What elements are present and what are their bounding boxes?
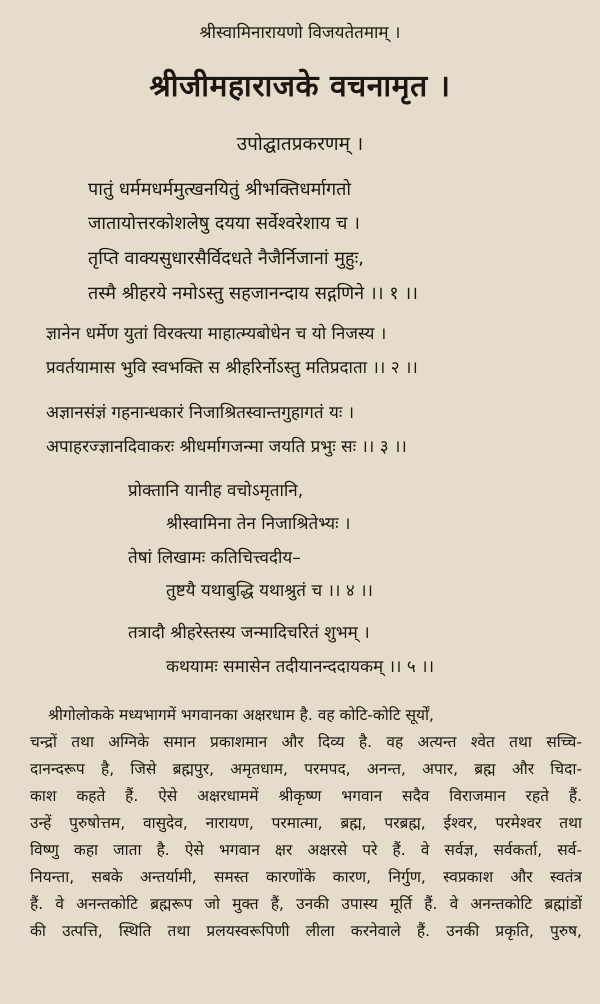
page-title: श्रीजीमहाराजके वचनामृत ।: [149, 69, 451, 104]
verse-line: तस्मै श्रीहरये नमोऽस्तु सहजानन्दाय सद्गणिने ।। १ ।।: [88, 283, 418, 304]
verse-line: श्रीस्वामिना तेन निजाश्रितेभ्यः ।: [166, 514, 351, 534]
verse-line: पातुं धर्ममधर्ममुत्खनयितुं श्रीभक्तिधर्मागतो: [88, 179, 352, 200]
paragraph-line: श्रीगोलोकके मध्यभागमें भगवानका अक्षरधाम है. वह कोटि-कोटि सूर्यों,: [48, 706, 434, 724]
paragraph-line: उन्हें पुरुषोत्तम, वासुदेव, नारायण, परमात्मा, ब्रह्म, परब्रह्म, ईश्वर, परमेश्वर तथा: [30, 814, 582, 832]
paragraph-line: की उत्पत्ति, स्थिति तथा प्रलयस्वरूपिणी लीला करनेवाले हैं. उनकी प्रकृति, पुरुष,: [30, 922, 582, 940]
verse-line: तुष्टयै यथाबुद्धि यथाश्रुतं च ।। ४ ।।: [166, 581, 373, 601]
verse-line: ज्ञानेन धर्मेण युतां विरक्त्या माहात्म्यबोधेन च यो निजस्य ।: [46, 324, 387, 344]
paragraph-line: दानन्दरूप है, जिसे ब्रह्मपुर, अमृतधाम, परमपद, अनन्त, अपार, ब्रह्म और चिदा-: [30, 760, 582, 778]
verse-line: जातायोत्तरकोशलेषु दयया सर्वेश्वरेशाय च ।: [88, 213, 360, 234]
verse-line: अपाहरज्ज्ञानदिवाकरः श्रीधर्मागजन्मा जयति प्रभुः सः ।। ३ ।।: [46, 437, 407, 457]
paragraph-line: हैं. वे अनन्तकोटि ब्रह्मरूप जो मुक्त हैं, उनकी उपास्य मूर्ति हैं. वे अनन्तकोटि ब्रह्मांडों: [30, 895, 582, 913]
verse-line: तृप्ति वाक्यसुधारसैर्विदधते नैजैर्निजानां मुहुः,: [88, 248, 364, 269]
verse-line: अज्ञानसंज्ञं गहनान्धकारं निजाश्रितस्वान्तगुहागतं यः ।: [46, 403, 355, 423]
page-header: श्रीस्वामिनारायणो विजयतेतमाम् ।: [199, 23, 401, 43]
section-heading: उपोद्घातप्रकरणम् ।: [236, 133, 364, 155]
verse-line: तत्रादौ श्रीहरेस्तस्य जन्मादिचरितं शुभम् ।: [128, 623, 370, 643]
verse-line: प्रवर्तयामास भुवि स्वभक्ति स श्रीहरिर्नोऽस्तु मतिप्रदाता ।। २ ।।: [46, 358, 418, 378]
paragraph-line: विष्णु कहा जाता है. ऐसे भगवान क्षर अक्षरसे परे हैं. वे सर्वज्ञ, सर्वकर्ता, सर्व-: [30, 841, 582, 859]
paragraph-line: नियन्ता, सबके अन्तर्यामी, समस्त कारणोंके कारण, निर्गुण, स्वप्रकाश और स्वतंत्र: [30, 868, 582, 886]
body-paragraph: [30, 702, 582, 945]
paragraph-line: काश कहते हैं. ऐसे अक्षरधाममें श्रीकृष्ण भगवान सदैव विराजमान रहते हैं.: [30, 787, 582, 805]
verse-line: प्रोक्तानि यानीह वचोऽमृतानि,: [128, 481, 304, 501]
verse-line: तेषां लिखामः कतिचित्त्वदीय–: [128, 548, 301, 568]
paragraph-line: चन्द्रों तथा अग्निके समान प्रकाशमान और दिव्य है. वह अत्यन्त श्वेत तथा सच्चि-: [30, 733, 582, 751]
verse-line: कथयामः समासेन तदीयानन्ददायकम् ।। ५ ।।: [166, 657, 435, 677]
